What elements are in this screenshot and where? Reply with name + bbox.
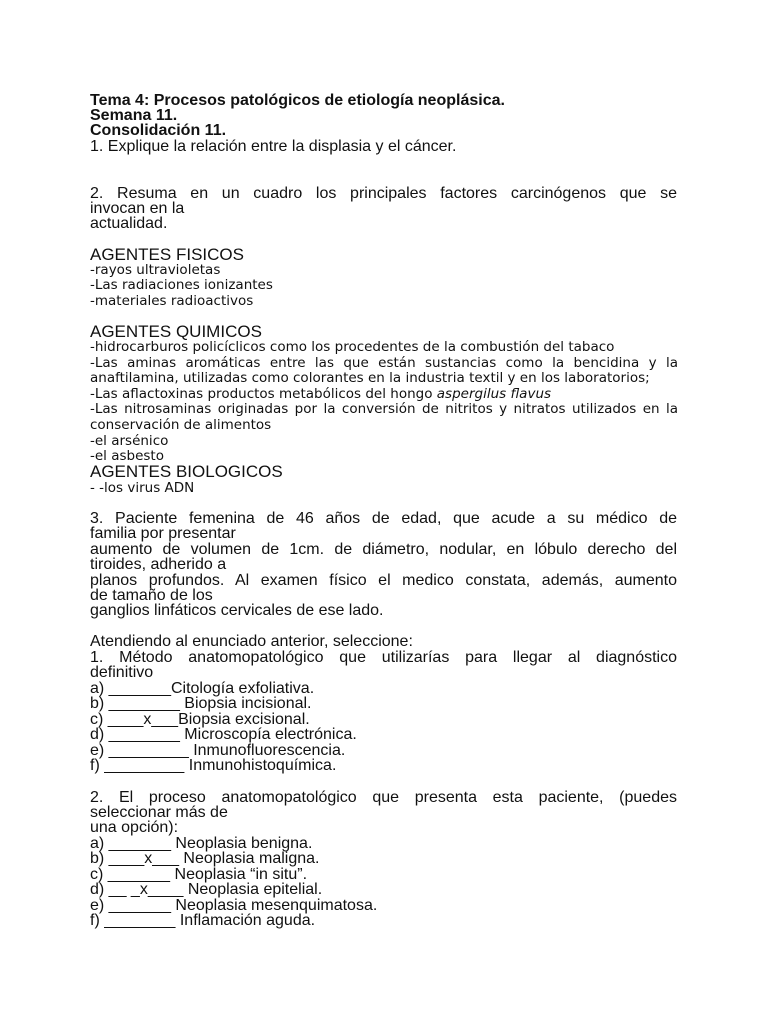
question-3-line: ganglios linfáticos cervicales de ese lado.	[90, 602, 384, 619]
option-item: a) _______Citología exfoliativa.	[90, 680, 315, 697]
option-item: d) ________ Microscopía electrónica.	[90, 726, 357, 743]
physical-agent-item: -Las radiaciones ionizantes	[90, 277, 273, 293]
option-item: b) ________ Biopsia incisional.	[90, 695, 312, 712]
question-3-line: 3. Paciente femenina de 46 años de edad, que acude a su médico de	[90, 510, 677, 527]
option-item: e) _______ Neoplasia mesenquimatosa.	[90, 897, 378, 914]
topic-title: Tema 4: Procesos patológicos de etiología neoplásica.	[90, 92, 505, 109]
chemical-agent-line: -Las aminas aromáticas entre las que están sustancias como la bencidina y la	[90, 355, 678, 371]
biological-agents-heading: AGENTES BIOLOGICOS	[90, 462, 283, 481]
chemical-agents-heading: AGENTES QUIMICOS	[90, 322, 262, 341]
instruction: Atendiendo al enunciado anterior, seleccione:	[90, 633, 413, 650]
option-item: c) ____x___Biopsia excisional.	[90, 711, 310, 728]
option-item: f) ________ Inflamación aguda.	[90, 912, 316, 929]
question-2-line3: actualidad.	[90, 215, 168, 232]
chemical-agent-line: anaftilamina, utilizadas como colorantes en la industria textil y en los laboratorios;	[90, 370, 650, 386]
physical-agent-item: -materiales radioactivos	[90, 293, 254, 309]
subquestion-1-line: definitivo	[90, 664, 154, 681]
option-item: a) _______ Neoplasia benigna.	[90, 835, 313, 852]
biological-agent-item: - -los virus ADN	[90, 480, 195, 496]
question-3-line: de tamaño de los	[90, 587, 213, 604]
chemical-agent-line	[90, 387, 551, 402]
question-2-line1: 2. Resuma en un cuadro los principales factores carcinógenos que se	[90, 185, 677, 202]
chemical-agent-line: -Las nitrosaminas originadas por la conversión de nitritos y nitratos utilizados en la	[90, 401, 678, 417]
option-item: f) _________ Inmunohistoquímica.	[90, 757, 337, 774]
question-2-line2: invocan en la	[90, 200, 185, 217]
consolidation-label: Consolidación 11.	[90, 122, 227, 139]
option-item: b) ____x___ Neoplasia maligna.	[90, 850, 320, 867]
chemical-agent-line: conservación de alimentos	[90, 417, 272, 433]
question-3-line: planos profundos. Al examen físico el medico constata, además, aumento	[90, 572, 677, 589]
option-item: e) _________ Inmunofluorescencia.	[90, 742, 346, 759]
subquestion-2-line: una opción):	[90, 819, 179, 836]
subquestion-2-line: 2. El proceso anatomopatológico que presenta esta paciente, (puedes	[90, 789, 677, 806]
week-label: Semana 11.	[90, 107, 178, 124]
chemical-agent-line: -el arsénico	[90, 433, 169, 449]
chemical-agent-line: -el asbesto	[90, 448, 164, 464]
physical-agents-heading: AGENTES FISICOS	[90, 245, 244, 264]
subquestion-1-line: 1. Método anatomopatológico que utilizarías para llegar al diagnóstico	[90, 649, 677, 666]
question-3-line: tiroides, adherido a	[90, 556, 227, 573]
option-item: d) __ _x____ Neoplasia epitelial.	[90, 881, 323, 898]
chemical-agent-line: -hidrocarburos policíclicos como los procedentes de la combustión del tabaco	[90, 339, 615, 355]
subquestion-2-line: seleccionar más de	[90, 804, 228, 821]
option-item: c) _______ Neoplasia “in situ”.	[90, 866, 308, 883]
question-3-line: familia por presentar	[90, 525, 236, 542]
chemical-agent-text: -Las aflactoxinas productos metabólicos del hongo	[90, 386, 437, 402]
physical-agent-item: -rayos ultravioletas	[90, 262, 221, 278]
question-3-line: aumento de volumen de 1cm. de diámetro, nodular, en lóbulo derecho del	[90, 541, 677, 558]
fungus-name: aspergilus flavus	[436, 386, 552, 402]
question-1: 1. Explique la relación entre la displasia y el cáncer.	[90, 138, 457, 155]
